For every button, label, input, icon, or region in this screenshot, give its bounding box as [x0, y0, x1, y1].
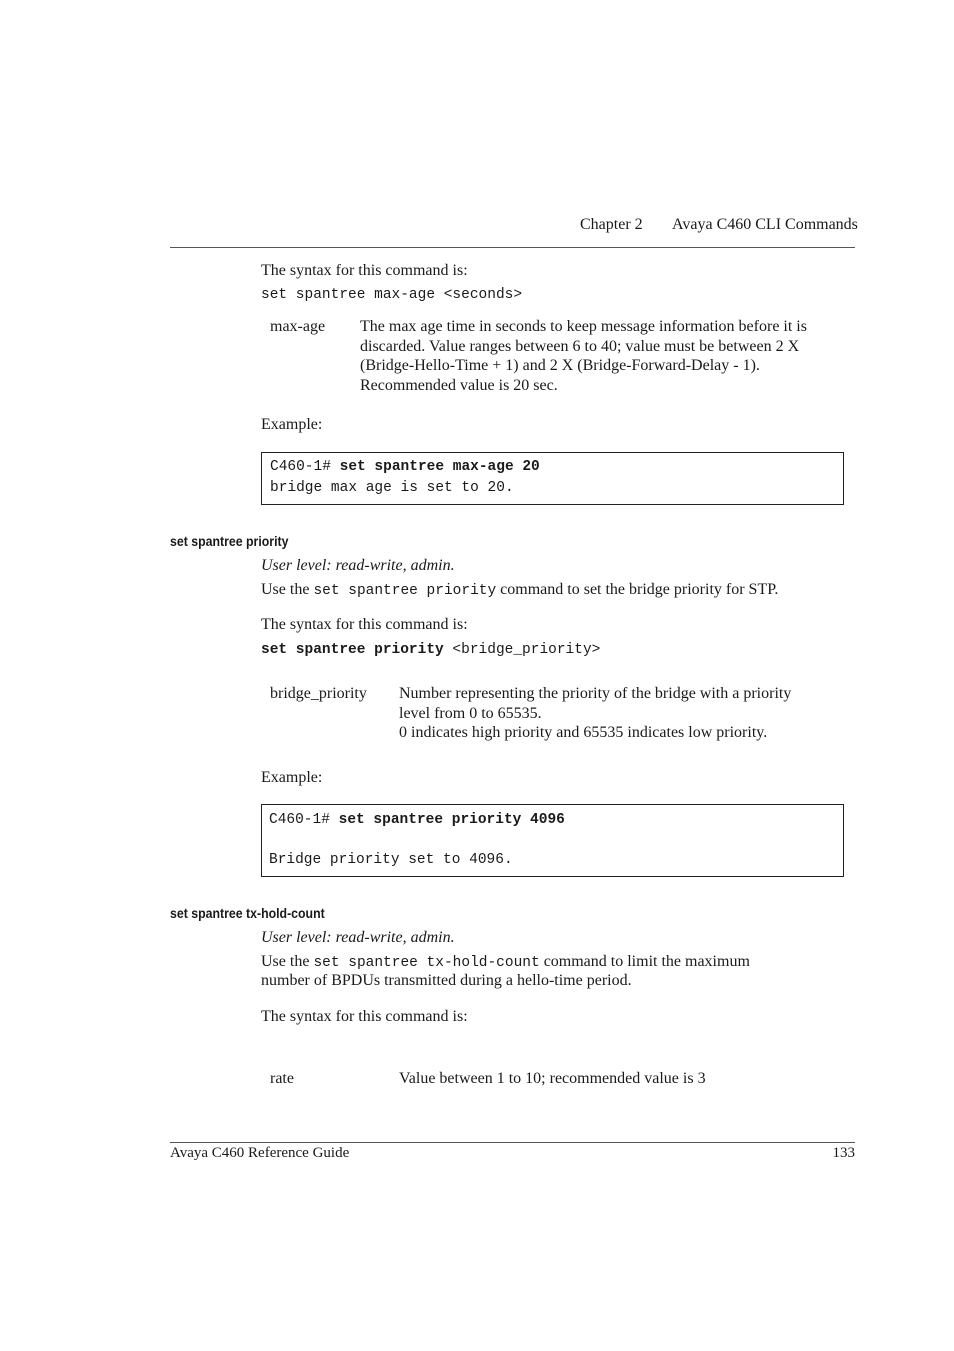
footer-rule — [170, 1142, 855, 1143]
example-output: bridge max age is set to 20. — [270, 480, 514, 496]
syntax-intro: The syntax for this command is: — [261, 1008, 468, 1025]
example-label: Example: — [261, 769, 323, 786]
usage-text-line2: number of BPDUs transmitted during a hello-time period. — [261, 972, 632, 989]
header-title: Avaya C460 CLI Commands — [672, 216, 858, 233]
param-description-line: Recommended value is 20 sec. — [360, 376, 558, 394]
example-command: set spantree max-age 20 — [339, 459, 540, 475]
usage-command: set spantree tx-hold-count — [313, 955, 540, 971]
example-code-box — [261, 452, 844, 505]
param-name: max-age — [270, 318, 326, 335]
syntax-command-name: set spantree priority — [261, 642, 444, 658]
param-description-line: 0 indicates high priority and 65535 indicates low priority. — [399, 724, 768, 741]
usage-text — [261, 581, 778, 599]
example-code-line — [270, 459, 540, 475]
user-level: User level: read-write, admin. — [261, 929, 455, 946]
footer-guide-title: Avaya C460 Reference Guide — [170, 1145, 350, 1161]
syntax-command: set spantree max-age <seconds> — [261, 287, 523, 303]
example-code-box — [261, 804, 844, 877]
param-name: rate — [270, 1070, 294, 1087]
param-description: Value between 1 to 10; recommended value is 3 — [399, 1070, 706, 1087]
usage-suffix: command to set the bridge priority for STP. — [496, 581, 779, 598]
example-prompt: C460-1# — [269, 812, 339, 828]
usage-text — [261, 953, 750, 971]
example-code-line — [269, 812, 565, 828]
param-description-line: level from 0 to 65535. — [399, 704, 542, 722]
syntax-intro: The syntax for this command is: — [261, 262, 468, 279]
example-prompt: C460-1# — [270, 459, 340, 475]
footer-page-number: 133 — [832, 1145, 855, 1161]
syntax-command — [261, 642, 600, 658]
param-description — [360, 317, 855, 395]
param-description-line: discarded. Value ranges between 6 to 40; value must be between 2 X — [360, 337, 800, 355]
example-label: Example: — [261, 416, 323, 433]
example-command: set spantree priority 4096 — [338, 812, 565, 828]
usage-prefix: Use the — [261, 953, 314, 970]
param-description-line: (Bridge-Hello-Time + 1) and 2 X (Bridge-Forward-Delay - 1). — [360, 357, 760, 374]
syntax-argument: <bridge_priority> — [443, 642, 601, 658]
usage-prefix: Use the — [261, 581, 314, 598]
example-output: Bridge priority set to 4096. — [269, 852, 513, 868]
param-description — [399, 684, 855, 743]
user-level: User level: read-write, admin. — [261, 557, 455, 574]
usage-command: set spantree priority — [313, 583, 497, 599]
usage-suffix: command to limit the maximum — [539, 953, 750, 970]
param-description-line: Number representing the priority of the bridge with a priority — [399, 685, 792, 702]
param-name: bridge_priority — [270, 685, 367, 702]
syntax-intro: The syntax for this command is: — [261, 616, 468, 633]
header-rule — [170, 247, 855, 248]
section-heading: set spantree priority — [170, 533, 289, 549]
param-description-line: The max age time in seconds to keep message information before it is — [360, 318, 807, 335]
header-chapter: Chapter 2 — [580, 216, 643, 233]
section-heading: set spantree tx-hold-count — [170, 905, 325, 921]
